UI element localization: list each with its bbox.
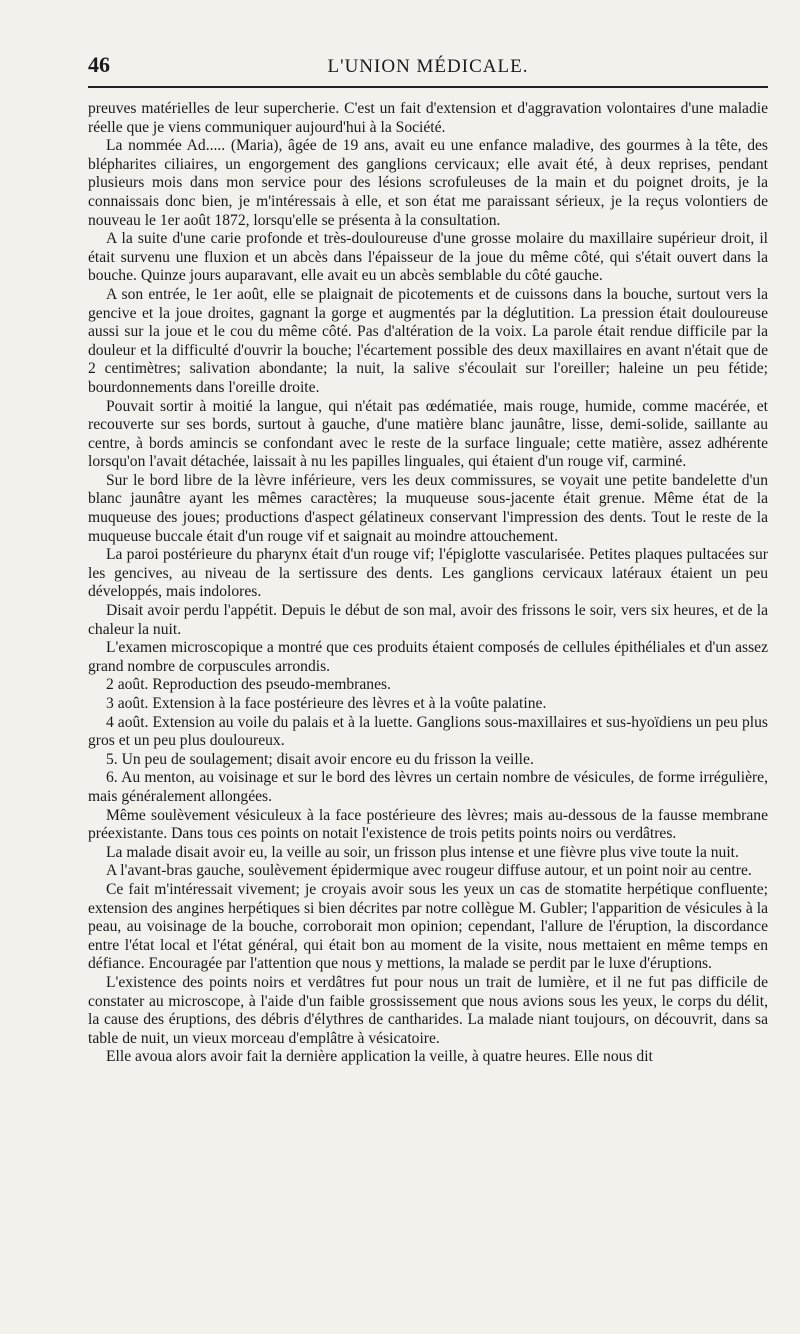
paragraph: 6. Au menton, au voisinage et sur le bord des lèvres un certain nombre de vésicules, de forme irrégulière, mais généralement allongées. [88, 769, 768, 805]
journal-title: L'UNION MÉDICALE. [327, 56, 529, 77]
paragraph: Ce fait m'intéressait vivement; je croyais avoir sous les yeux un cas de stomatite herpétique confluente; extension des angines herpétiques si bien décrites par notre collègue M. Gubler; l'apparition de vésicules à la peau, au voisinage de la bouche, corroborait mon opinion; cependant, l'allure de l'éruption, la discordance entre l'état local et l'état général, qui était bon au moment de la visite, nous mettaient en même temps en défiance. Encouragée par l'attention que nous y mettions, la malade se perdit par le luxe d'éruptions. [88, 880, 768, 973]
paragraph: Même soulèvement vésiculeux à la face postérieure des lèvres; mais au-dessous de la fausse membrane préexistante. Dans tous ces points on notait l'existence de trois petits points noirs ou verdâtres. [88, 806, 768, 843]
running-header [88, 52, 768, 88]
page-number: 46 [88, 52, 110, 77]
paragraph: A la suite d'une carie profonde et très-douloureuse d'une grosse molaire du maxillaire supérieur droit, il était survenu une fluxion et un abcès dans l'épaisseur de la joue du même côté, qui s'était ouvert dans la bouche. Quinze jours auparavant, elle avait eu un abcès semblable du côté gauche. [88, 230, 768, 285]
paragraph: 4 août. Extension au voile du palais et à la luette. Ganglions sous-maxillaires et sus-hyoïdiens un peu plus gros et un peu plus douloureux. [88, 713, 768, 750]
paragraph: preuves matérielles de leur supercherie. C'est un fait d'extension et d'aggravation volontaires d'une maladie réelle que je viens communiquer aujourd'hui à la Société. [88, 100, 768, 136]
article-body [88, 100, 768, 1067]
paragraph: La paroi postérieure du pharynx était d'un rouge vif; l'épiglotte vascularisée. Petites plaques pultacées sur les gencives, au niveau de la sertissure des dents. Les ganglions cervicaux latéraux étaient un peu développés, mais indolores. [88, 546, 768, 601]
paragraph: 2 août. Reproduction des pseudo-membranes. [106, 676, 391, 694]
paragraph: Pouvait sortir à moitié la langue, qui n'était pas œdématiée, mais rouge, humide, comme macérée, et recouverte sur ses bords, surtout à gauche, d'une matière blanc jaunâtre, lisse, demi-solide, saillante au centre, à bords amincis se confondant avec le reste de la surface linguale; cette matière, assez adhérente lorsqu'on l'avait détachée, laissait à nu les papilles linguales, qui étaient d'un rouge vif, carminé. [88, 397, 768, 471]
paragraph: 3 août. Extension à la face postérieure des lèvres et à la voûte palatine. [106, 695, 547, 712]
paragraph: Disait avoir perdu l'appétit. Depuis le début de son mal, avoir des frissons le soir, vers six heures, et de la chaleur la nuit. [88, 602, 768, 638]
paragraph: Elle avoua alors avoir fait la dernière application la veille, à quatre heures. Elle nous dit [106, 1048, 653, 1066]
paragraph: L'examen microscopique a montré que ces produits étaient composés de cellules épithéliales et d'un assez grand nombre de corpuscules arrondis. [88, 639, 768, 675]
paragraph: 5. Un peu de soulagement; disait avoir encore eu du frisson la veille. [106, 750, 534, 768]
paragraph: La nommée Ad..... (Maria), âgée de 19 ans, avait eu une enfance maladive, des gourmes à la tête, des blépharites ciliaires, un engorgement des ganglions cervicaux; elle avait été, à deux reprises, pendant plusieurs mois dans mon service pour des lésions scrofuleuses de la main et du poignet droits, je la connaissais donc bien, je m'intéressais à elle, et son état me paraissant sérieux, je la reçus volontiers de nouveau le 1er août 1872, lorsqu'elle se présenta à la consultation. [88, 137, 768, 229]
paragraph: La malade disait avoir eu, la veille au soir, un frisson plus intense et une fièvre plus vive toute la nuit. [106, 843, 739, 861]
paragraph: A son entrée, le 1er août, elle se plaignait de picotements et de cuissons dans la bouche, surtout vers la gencive et la joue droites, gagnant la gorge et augmentés par la déglutition. La pression était douloureuse aussi sur la joue et le cou du même côté. Pas d'altération de la voix. La parole était rendue difficile par la douleur et la difficulté d'ouvrir la bouche; l'écartement possible des deux maxillaires en avant n'était que de 2 centimètres; salivation abondante; la nuit, la salive s'écoulait sur l'oreiller; haleine un peu fétide; bourdonnements dans l'oreille droite. [88, 285, 768, 396]
paragraph: A l'avant-bras gauche, soulèvement épidermique avec rougeur diffuse autour, et un point noir au centre. [106, 862, 752, 880]
paragraph: Sur le bord libre de la lèvre inférieure, vers les deux commissures, se voyait une petite bandelette d'un blanc jaunâtre ayant les mêmes caractères; la muqueuse sous-jacente était grenue. Même état de la muqueuse des joues; productions d'aspect gélatineux conservant l'impression des dents. Tout le reste de la muqueuse buccale était d'un rouge vif et saignait au moindre attouchement. [88, 471, 768, 545]
paragraph: L'existence des points noirs et verdâtres fut pour nous un trait de lumière, et il ne fut pas difficile de constater au microscope, à l'aide d'un faible grossissement que nous avions sous les yeux, le corps du délit, la cause des éruptions, des débris d'élythres de cantharides. La malade niant toujours, on découvrit, dans sa table de nuit, un vieux morceau d'emplâtre à vésicatoire. [88, 973, 768, 1047]
